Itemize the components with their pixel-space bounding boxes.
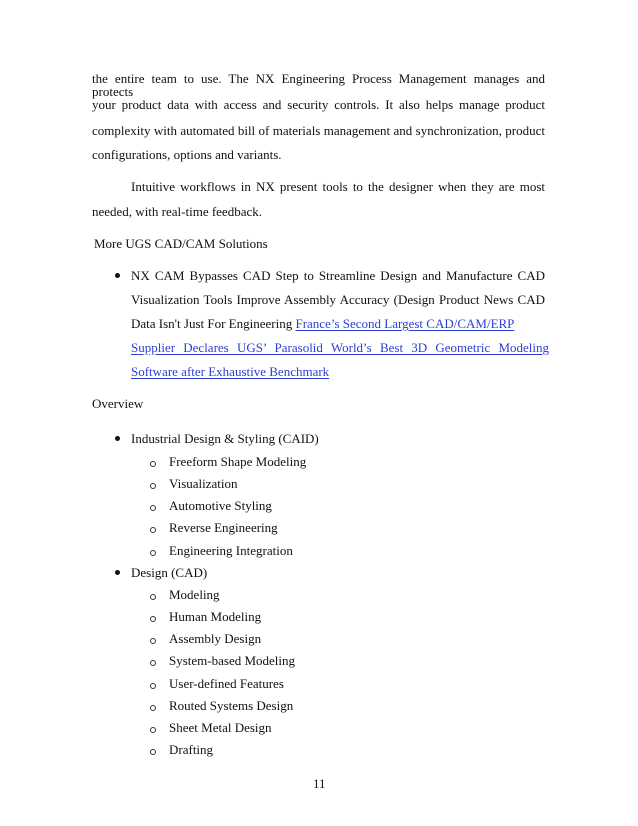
intro-line-4: configurations, options and variants. (92, 147, 282, 162)
link-france-second-largest[interactable]: France’s Second Largest CAD/CAM/ERP (295, 316, 515, 331)
overview-list-item: Routed Systems Design (169, 698, 294, 713)
bullet-dot-icon (115, 570, 120, 575)
solutions-line-3-text: Data Isn't Just For Engineering (131, 316, 296, 331)
overview-list-item: Human Modeling (169, 609, 262, 624)
solutions-line-2: Visualization Tools Improve Assembly Accuracy (Design Product News CAD (131, 292, 545, 307)
overview-section-title: Industrial Design & Styling (CAID) (131, 431, 319, 446)
overview-list-item: System-based Modeling (169, 653, 296, 668)
hollow-circle-icon (150, 616, 156, 622)
hollow-circle-icon (150, 660, 156, 666)
hollow-circle-icon (150, 594, 156, 600)
hollow-circle-icon (150, 550, 156, 556)
solutions-heading: More UGS CAD/CAM Solutions (94, 236, 268, 251)
hollow-circle-icon (150, 483, 156, 489)
overview-section-title: Design (CAD) (131, 565, 208, 580)
page-number: 11 (313, 776, 326, 791)
workflow-line-1: Intuitive workflows in NX present tools to the designer when they are most (131, 179, 545, 194)
intro-line-2: your product data with access and security controls. It also helps manage product (92, 97, 545, 112)
link-parasolid-best[interactable]: Supplier Declares UGS’ Parasolid World’s Best 3D Geometric Modeling (131, 340, 549, 355)
intro-line-3: complexity with automated bill of materials management and synchronization, product (92, 123, 545, 138)
intro-line-1: the entire team to use. The NX Engineering Process Management manages and protects (92, 71, 545, 99)
link-exhaustive-benchmark[interactable]: Software after Exhaustive Benchmark (131, 364, 330, 379)
hollow-circle-icon (150, 461, 156, 467)
overview-list-item: Modeling (169, 587, 220, 602)
overview-heading: Overview (92, 396, 144, 411)
solutions-link-line-2-wrap (131, 341, 549, 354)
overview-list-item: Assembly Design (169, 631, 262, 646)
bullet-dot-icon (115, 436, 120, 441)
overview-list-item: Drafting (169, 742, 214, 757)
solutions-line-3 (131, 317, 549, 330)
overview-list-item: Automotive Styling (169, 498, 272, 513)
hollow-circle-icon (150, 505, 156, 511)
overview-list-item: User-defined Features (169, 676, 284, 691)
hollow-circle-icon (150, 727, 156, 733)
overview-list-item: Engineering Integration (169, 543, 293, 558)
overview-list-item: Reverse Engineering (169, 520, 278, 535)
solutions-link-line-3-wrap (131, 365, 329, 378)
hollow-circle-icon (150, 527, 156, 533)
overview-list-item: Freeform Shape Modeling (169, 454, 307, 469)
overview-list-item: Visualization (169, 476, 238, 491)
hollow-circle-icon (150, 749, 156, 755)
hollow-circle-icon (150, 638, 156, 644)
workflow-line-2: needed, with real-time feedback. (92, 204, 262, 219)
hollow-circle-icon (150, 683, 156, 689)
solutions-line-1: NX CAM Bypasses CAD Step to Streamline Design and Manufacture CAD (131, 268, 545, 283)
hollow-circle-icon (150, 705, 156, 711)
bullet-dot-icon (115, 273, 120, 278)
overview-list-item: Sheet Metal Design (169, 720, 272, 735)
